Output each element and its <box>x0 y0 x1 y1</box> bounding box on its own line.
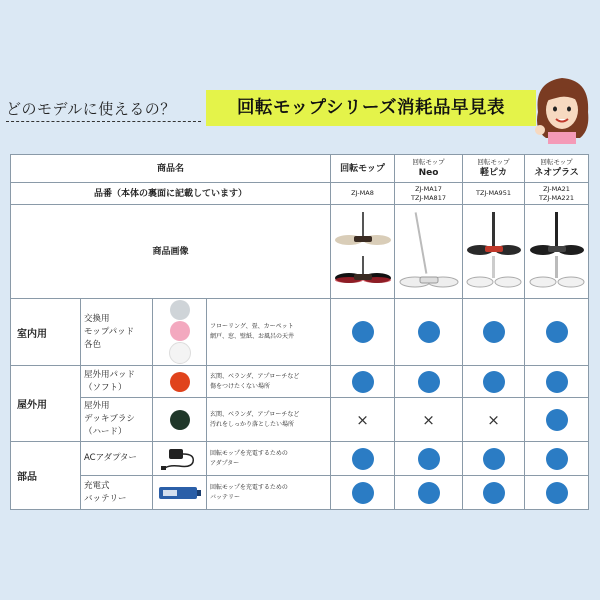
pad-gray-swatch <box>170 300 190 320</box>
compatible-dot-icon <box>546 448 568 470</box>
model-code-3: TZJ-MA951 <box>463 183 525 205</box>
rotary-mop-karupika-image <box>465 210 523 294</box>
header-title: 回転モップシリーズ消耗品早見表 <box>206 90 536 126</box>
item-battery-desc: 回転モップを充電するための バッテリー <box>207 476 331 510</box>
compatible-dot-icon <box>418 482 440 504</box>
compat-battery-2 <box>395 476 463 510</box>
compatible-dot-icon <box>483 321 505 343</box>
product-image-header: 商品画像 <box>11 205 331 299</box>
compatible-dot-icon <box>546 371 568 393</box>
rotary-mop-neo-image <box>398 210 460 294</box>
soft-pad-swatch <box>170 372 190 392</box>
section-outdoor: 屋外用 <box>11 366 81 442</box>
product-name-header: 商品名 <box>11 155 331 183</box>
compat-battery-4 <box>525 476 589 510</box>
compat-hard-4 <box>525 398 589 442</box>
compatible-dot-icon <box>418 321 440 343</box>
compat-adapter-4 <box>525 442 589 476</box>
compat-soft-3 <box>463 366 525 398</box>
compatible-dot-icon <box>546 321 568 343</box>
section-parts: 部品 <box>11 442 81 510</box>
compat-battery-3 <box>463 476 525 510</box>
incompatible-cross-icon: × <box>487 410 500 429</box>
compatible-dot-icon <box>546 482 568 504</box>
compat-pad-3 <box>463 299 525 366</box>
compatible-dot-icon <box>352 482 374 504</box>
item-adapter-image <box>153 442 207 476</box>
compat-hard-2 <box>395 398 463 442</box>
compatible-dot-icon <box>352 371 374 393</box>
compat-battery-1 <box>331 476 395 510</box>
header-question: どのモデルに使えるの？ <box>6 100 176 118</box>
compatible-dot-icon <box>352 321 374 343</box>
item-soft-desc: 玄関、ベランダ、アプローチなど 傷をつけたくない場所 <box>207 366 331 398</box>
compat-pad-2 <box>395 299 463 366</box>
item-battery-label: 充電式 バッテリー <box>81 476 153 510</box>
item-pad-image <box>153 299 207 366</box>
compat-soft-1 <box>331 366 395 398</box>
model-header-3: 回転モップ 軽ピカ <box>463 155 525 183</box>
incompatible-cross-icon: × <box>356 410 369 429</box>
woman-avatar-icon <box>528 72 596 144</box>
item-hard-image <box>153 398 207 442</box>
item-soft-label: 屋外用パッド （ソフト） <box>81 366 153 398</box>
item-pad-desc: フローリング、畳、カーペット 網戸、窓、壁紙、お風呂の天井 <box>207 299 331 366</box>
model-code-2: ZJ-MA17 TZJ-MA817 <box>395 183 463 205</box>
product-image-1 <box>331 205 395 299</box>
header-underline <box>6 121 201 122</box>
model-header-1: 回転モップ <box>331 155 395 183</box>
item-soft-image <box>153 366 207 398</box>
model-no-header: 品番（本体の裏面に記載しています） <box>11 183 331 205</box>
product-image-2 <box>395 205 463 299</box>
pad-white-swatch <box>169 342 191 364</box>
item-hard-label: 屋外用 デッキブラシ （ハード） <box>81 398 153 442</box>
incompatible-cross-icon: × <box>422 410 435 429</box>
consumables-table <box>10 154 589 510</box>
compat-adapter-1 <box>331 442 395 476</box>
compatible-dot-icon <box>483 482 505 504</box>
compatible-dot-icon <box>483 371 505 393</box>
ac-adapter-icon <box>155 446 205 472</box>
item-adapter-label: ACアダプター <box>81 442 153 476</box>
model-code-4: ZJ-MA21 TZJ-MA221 <box>525 183 589 205</box>
pad-pink-swatch <box>170 321 190 341</box>
compatible-dot-icon <box>418 371 440 393</box>
model-header-4: 回転モップ ネオプラス <box>525 155 589 183</box>
section-indoor: 室内用 <box>11 299 81 366</box>
rotary-mop-neoplus-image <box>528 210 586 294</box>
product-image-4 <box>525 205 589 299</box>
compat-soft-4 <box>525 366 589 398</box>
model-header-2: 回転モップ Neo <box>395 155 463 183</box>
rotary-mop-image <box>334 212 392 292</box>
compat-pad-1 <box>331 299 395 366</box>
battery-icon <box>155 483 205 503</box>
compatible-dot-icon <box>483 448 505 470</box>
compat-pad-4 <box>525 299 589 366</box>
item-adapter-desc: 回転モップを充電するための アダプター <box>207 442 331 476</box>
item-battery-image <box>153 476 207 510</box>
model-code-1: ZJ-MA8 <box>331 183 395 205</box>
compat-hard-3 <box>463 398 525 442</box>
compatible-dot-icon <box>546 409 568 431</box>
compat-hard-1 <box>331 398 395 442</box>
compat-adapter-3 <box>463 442 525 476</box>
compat-soft-2 <box>395 366 463 398</box>
hard-brush-swatch <box>170 410 190 430</box>
compatible-dot-icon <box>352 448 374 470</box>
compat-adapter-2 <box>395 442 463 476</box>
item-hard-desc: 玄関、ベランダ、アプローチなど 汚れをしっかり落としたい場所 <box>207 398 331 442</box>
product-image-3 <box>463 205 525 299</box>
item-pad-label: 交換用 モップパッド 各色 <box>81 299 153 366</box>
compatible-dot-icon <box>418 448 440 470</box>
